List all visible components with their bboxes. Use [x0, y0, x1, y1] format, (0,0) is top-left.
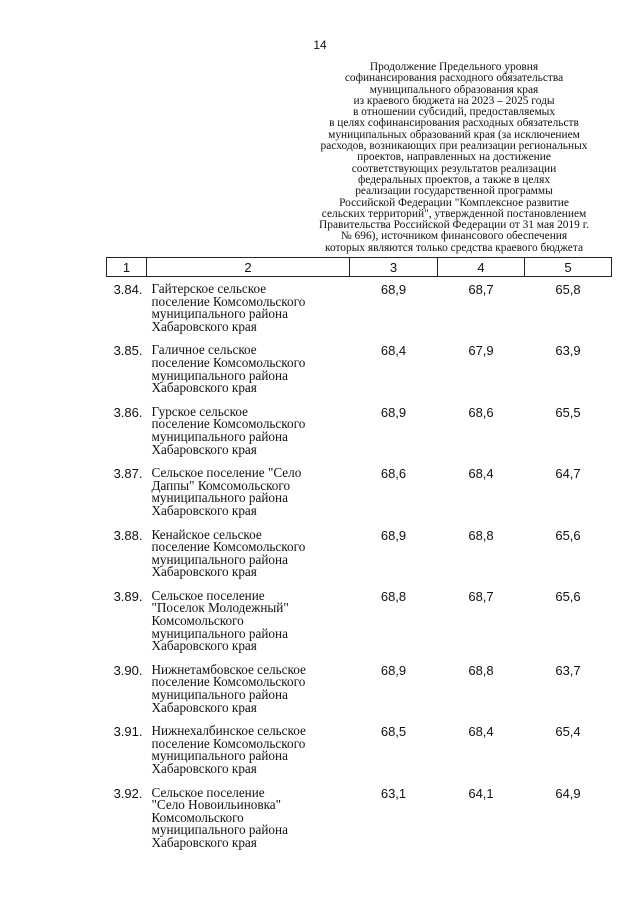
value-2025: 65,4 — [555, 724, 581, 740]
settlement-name-line: поселение Комсомольского — [151, 735, 306, 751]
settlement-name-line: муниципального района — [151, 306, 288, 322]
settlement-name-line: Нижнехалбинское сельское — [151, 723, 306, 739]
row-number: 3.89. — [113, 588, 143, 604]
value-2023: 68,4 — [380, 343, 407, 359]
row-number: 3.86. — [113, 404, 143, 420]
value-2024: 68,8 — [468, 527, 494, 543]
settlement-name-line: поселение Комсомольского — [151, 539, 306, 555]
table-row — [107, 523, 612, 584]
table-row — [107, 461, 612, 522]
settlement-name-line: Галичное сельское — [151, 342, 257, 358]
value-2023: 63,1 — [380, 785, 407, 801]
value-2023: 68,9 — [380, 527, 407, 543]
settlement-name — [147, 338, 350, 399]
row-number: 3.85. — [113, 343, 143, 359]
table-row — [107, 277, 612, 339]
row-number: 3.87. — [113, 466, 143, 482]
table-row — [107, 781, 612, 855]
settlement-name-line: поселение Комсомольского — [151, 293, 306, 309]
settlement-name-line: "Поселок Молодежный" — [151, 600, 289, 616]
value-2024: 68,4 — [468, 724, 494, 740]
settlement-name-line: муниципального района — [151, 551, 288, 567]
settlement-name-line: муниципального района — [151, 748, 288, 764]
table-row — [107, 400, 612, 461]
value-2023: 68,9 — [380, 662, 407, 678]
data-table — [106, 257, 612, 855]
value-2025: 65,6 — [555, 588, 581, 604]
value-2025: 65,5 — [555, 404, 581, 420]
settlement-name-line: Хабаровского края — [151, 318, 257, 334]
header-line: Продолжение Предельного уровня — [369, 61, 539, 73]
value-2023: 68,6 — [380, 466, 407, 482]
settlement-name — [147, 523, 350, 584]
settlement-name — [147, 719, 350, 780]
value-2025: 64,9 — [555, 785, 581, 801]
value-2023: 68,5 — [380, 724, 407, 740]
row-number: 3.92. — [113, 785, 143, 801]
settlement-name-line: Гайтерское сельское — [151, 281, 267, 296]
header-line: № 696), источником финансового обеспечения — [340, 230, 568, 243]
table-row — [107, 719, 612, 780]
value-2023: 68,9 — [380, 282, 407, 297]
settlement-name-line: Комсомольского — [151, 809, 244, 825]
settlement-name-line: Хабаровского края — [151, 834, 257, 850]
settlement-name-line: "Село Новоильиновка" — [151, 797, 282, 813]
settlement-name — [147, 584, 350, 658]
settlement-name-line: Хабаровского края — [151, 564, 257, 580]
header-line: в отношении субсидий, предоставляемых — [352, 106, 556, 119]
value-2024: 67,9 — [468, 343, 494, 359]
header-line: расходов, возникающих при реализации региональных — [320, 140, 588, 153]
value-2025: 65,6 — [555, 527, 581, 543]
header-line: из краевого бюджета на 2023 – 2025 годы — [353, 94, 555, 107]
value-2024: 68,6 — [468, 404, 494, 420]
column-header: 5 — [525, 258, 612, 277]
page-number: 14 — [313, 38, 327, 52]
value-2025: 64,7 — [555, 466, 581, 482]
settlement-name-line: Гурское сельское — [151, 403, 248, 419]
settlement-name-line: Хабаровского края — [151, 441, 257, 457]
header-line: сельских территорий", утвержденной постановлением — [321, 207, 587, 220]
header-line: соответствующих результатов реализации — [351, 162, 557, 175]
settlement-name-line: муниципального района — [151, 822, 288, 838]
row-number: 3.88. — [113, 527, 143, 543]
column-header: 4 — [438, 258, 525, 277]
header-line: реализации государственной программы — [355, 185, 553, 198]
header-line: проектов, направленных на достижение — [357, 151, 551, 164]
value-2023: 68,9 — [380, 404, 407, 420]
settlement-name-line: Комсомольского — [151, 613, 244, 629]
settlement-name-line: Сельское поселение — [151, 784, 265, 800]
settlement-name — [147, 658, 350, 719]
header-line: муниципального образования края — [369, 83, 539, 96]
header-line: софинансирования расходного обязательства — [344, 72, 564, 85]
value-2024: 68,7 — [468, 588, 494, 604]
settlement-name-line: Хабаровского края — [151, 502, 257, 518]
settlement-name — [147, 461, 350, 522]
header-line: Российской Федерации "Комплексное развитие — [339, 196, 569, 209]
document-header — [296, 62, 612, 254]
header-line: Правительства Российской Федерации от 31 мая 2019 г. — [319, 219, 589, 232]
settlement-name-line: поселение Комсомольского — [151, 674, 306, 690]
column-header: 3 — [350, 258, 438, 277]
settlement-name-line: Хабаровского края — [151, 699, 257, 715]
column-header: 1 — [107, 258, 147, 277]
value-2025: 65,8 — [555, 282, 581, 297]
column-header: 2 — [147, 258, 350, 277]
value-2025: 63,9 — [555, 343, 581, 359]
value-2024: 68,7 — [468, 282, 494, 297]
settlement-name-line: Даппы" Комсомольского — [151, 477, 291, 493]
settlement-name-line: Кенайское сельское — [151, 526, 262, 542]
row-number: 3.84. — [113, 282, 143, 297]
settlement-name — [147, 781, 350, 855]
settlement-name-line: Нижнетамбовское сельское — [151, 661, 306, 677]
value-2025: 63,7 — [555, 662, 581, 678]
value-2024: 68,4 — [468, 466, 494, 482]
settlement-name-line: Сельское поселение — [151, 587, 265, 603]
table-header-row — [107, 258, 612, 277]
settlement-name — [147, 400, 350, 461]
settlement-name-line: муниципального района — [151, 367, 288, 383]
value-2024: 68,8 — [468, 662, 494, 678]
settlement-name-line: муниципального района — [151, 490, 288, 506]
settlement-name-line: муниципального района — [151, 687, 288, 703]
table-row — [107, 584, 612, 658]
table-row — [107, 658, 612, 719]
settlement-name-line: поселение Комсомольского — [151, 354, 306, 370]
value-2023: 68,8 — [380, 588, 407, 604]
settlement-name — [147, 277, 350, 339]
settlement-name-line: Хабаровского края — [151, 380, 257, 396]
table-row — [107, 338, 612, 399]
row-number: 3.90. — [113, 662, 143, 678]
settlement-name-line: Хабаровского края — [151, 761, 257, 776]
settlement-name-line: поселение Комсомольского — [151, 416, 306, 432]
settlement-name-line: Хабаровского края — [151, 638, 257, 654]
header-line: которых являются только средства краевого бюджета — [324, 241, 584, 254]
header-line: федеральных проектов, а также в целях — [357, 173, 551, 186]
row-number: 3.91. — [113, 724, 143, 740]
header-line: муниципальных образований края (за исключением — [328, 128, 580, 141]
header-line: в целях софинансирования расходных обязательств — [329, 117, 579, 130]
settlement-name-line: Сельское поселение "Село — [151, 465, 302, 481]
settlement-name-line: муниципального района — [151, 625, 288, 641]
settlement-name-line: муниципального района — [151, 428, 288, 444]
value-2024: 64,1 — [468, 785, 494, 801]
